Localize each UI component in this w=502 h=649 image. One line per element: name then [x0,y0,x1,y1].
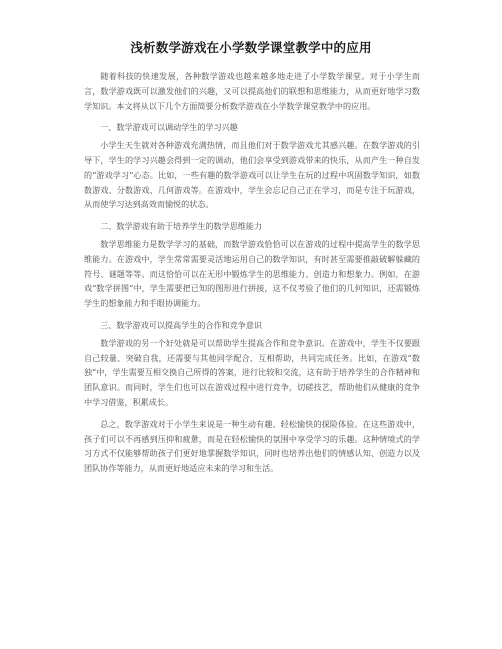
section-3-paragraph: 数学游戏的另一个好处就是可以帮助学生提高合作和竞争意识。在游戏中，学生不仅要跟自己较量、突破自我，还需要与其他同学配合、互相帮助，共同完成任务。比如，在游戏“数独”中，学生需要互相交换自己所得的答案，进行比较和交流，这有助于培养学生的合作精神和团队意识。而同时，学生们也可以在游戏过程中进行竞争，切磋技艺，帮助他们从健康的竞争中学习借鉴，积累成长。 [84,337,420,407]
document-body [84,69,420,483]
conclusion-paragraph: 总之，数学游戏对于小学生来说是一种生动有趣、轻松愉快的探险体验。在这些游戏中，孩子们可以不再感到压抑和疲惫，而是在轻松愉快的氛围中享受学习的乐趣。这种情境式的学习方式不仅能够帮助孩子们更好地掌握数学知识，同时也培养出他们的情感认知、创造力以及团队协作等能力，从而更好地适应未来的学习和生活。 [84,418,420,474]
section-2-paragraph: 数学思维能力是数学学习的基础，而数学游戏恰恰可以在游戏的过程中提高学生的数学思维能力。在游戏中，学生常常需要灵活地运用自己的数学知识，有时甚至需要推敲破解躲藏的符号、谜题等等。而这恰恰可以在无形中锻炼学生的思维能力、创造力和想象力。例如，在游戏“数学拼图”中，学生需要把已知的图形进行拼接，这不仅考验了他们的几何知识，还需锻炼学生的想象能力和手眼协调能力。 [84,238,420,309]
section-heading-3: 三、数学游戏可以提高学生的合作和竞争意识 [100,319,263,330]
section-heading-2: 二、数学游戏有助于培养学生的数学思维能力 [100,221,263,232]
document-title: 浅析数学游戏在小学数学课堂教学中的应用 [130,40,372,55]
section-1-paragraph: 小学生天生就对各种游戏充满热情，而且他们对于数学游戏尤其感兴趣。在数学游戏的引导下，学生的学习兴趣会得到一定的调动，他们会享受到游戏带来的快乐，从而产生一种自发的“游戏学习”心态。比如，一些有趣的数学游戏可以让学生在玩的过程中巩固数学知识，如数数游戏、分数游戏、几何游戏等。在游戏中，学生会忘记自己正在学习，而是专注于玩游戏，从而使学习达到高效而愉悦的状态。 [84,140,420,210]
intro-paragraph: 随着科技的快速发展，各种数学游戏也越来越多地走进了小学数学课堂。对于小学生而言，数学游戏既可以激发他们的兴趣，又可以提高他们的联想和思维能力，从而更好地学习数学知识。本文将从以下几个方面简要分析数学游戏在小学数学课堂教学中的应用。 [84,71,420,111]
section-heading-1: 一、数学游戏可以调动学生的学习兴趣 [100,122,238,133]
